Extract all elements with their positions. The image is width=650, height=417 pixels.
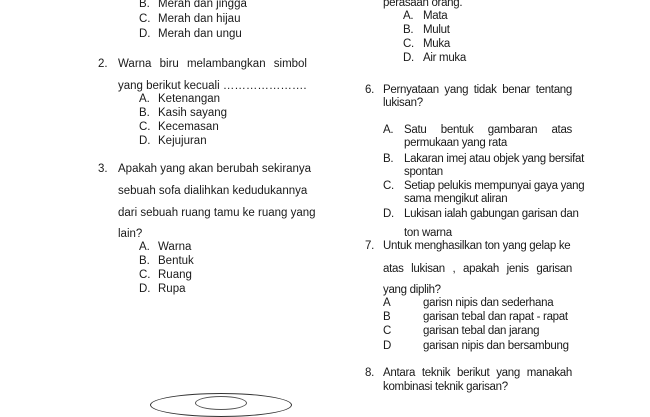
q1-option-d-text: Merah dan ungu <box>158 28 242 40</box>
q5-option-a-letter: A. <box>403 10 414 22</box>
q6-option-b-line1: Lakaran imej atau objek yang bersifat <box>404 153 585 165</box>
q3-stem-line3: dari sebuah ruang tamu ke ruang yang <box>118 207 316 219</box>
q3-stem-line2: sebuah sofa dialihkan kedudukannya <box>118 185 308 197</box>
q2-option-b-text: Kasih sayang <box>158 107 228 119</box>
q5-option-b-text: Mulut <box>423 24 450 36</box>
q1-option-c-letter: C. <box>139 13 151 25</box>
q5-option-c-letter: C. <box>403 38 414 50</box>
q2-option-c-letter: C. <box>139 121 151 133</box>
q7-number: 7. <box>365 240 374 252</box>
q6-option-b-letter: B. <box>383 153 394 165</box>
q6-option-d-line2: ton warna <box>404 227 452 239</box>
q6-stem-line2: lukisan? <box>383 97 423 109</box>
q2-option-d-letter: D. <box>139 135 151 147</box>
q6-option-a-letter: A. <box>383 124 394 136</box>
q2-stem-line1: Warna biru melambangkan simbol <box>118 58 307 70</box>
q6-option-b-line2: spontan <box>404 166 443 178</box>
q8-number: 8. <box>365 367 374 379</box>
q6-option-c-line2: sama mengikut aliran <box>404 193 508 205</box>
q2-option-a-letter: A. <box>139 93 150 105</box>
q7-option-a-letter: A <box>383 297 391 309</box>
ellipse-figure-inner <box>195 396 247 410</box>
q5-option-a-text: Mata <box>423 10 448 22</box>
q2-option-d-text: Kejujuran <box>158 135 207 147</box>
q3-option-b-letter: B. <box>139 255 150 267</box>
q5-stem-end: perasaan orang. <box>383 0 463 9</box>
q6-option-a-line2: permukaan yang rata <box>404 137 507 149</box>
q5-option-d-letter: D. <box>403 52 414 64</box>
q7-stem-line3: yang diplih? <box>383 284 441 296</box>
q8-stem-line1: Antara teknik berikut yang manakah <box>383 367 572 379</box>
q3-option-d-text: Rupa <box>158 283 186 295</box>
q7-option-b-text: garisan tebal dan rapat - rapat <box>423 311 568 323</box>
q1-option-c-text: Merah dan hijau <box>158 13 241 25</box>
q2-option-a-text: Ketenangan <box>158 93 221 105</box>
q1-option-b-text: Merah dan jingga <box>158 0 247 10</box>
q3-option-d-letter: D. <box>139 283 151 295</box>
q2-stem-line2: yang berikut kecuali …………………. <box>118 80 307 92</box>
q5-option-b-letter: B. <box>403 24 414 36</box>
q3-number: 3. <box>98 163 108 175</box>
q6-option-d-letter: D. <box>383 208 394 220</box>
q3-stem-line1: Apakah yang akan berubah sekiranya <box>118 163 312 175</box>
q7-option-a-text: garisn nipis dan sederhana <box>423 297 554 309</box>
q5-option-c-text: Muka <box>423 38 450 50</box>
q1-option-d-letter: D. <box>139 28 151 40</box>
q3-option-c-text: Ruang <box>158 269 192 281</box>
q5-option-d-text: Air muka <box>423 52 466 64</box>
q6-option-a-line1: Satu bentuk gambaran atas <box>404 124 572 136</box>
q2-number: 2. <box>98 58 108 70</box>
q3-option-a-text: Warna <box>158 241 192 253</box>
q3-option-c-letter: C. <box>139 269 151 281</box>
q6-stem-line1: Pernyataan yang tidak benar tentang <box>383 84 572 96</box>
q6-option-c-line1: Setiap pelukis mempunyai gaya yang <box>404 180 585 192</box>
q3-stem-line4: lain? <box>118 228 143 240</box>
q6-option-d-line1: Lukisan ialah gabungan garisan dan <box>404 208 579 220</box>
q7-option-c-letter: C <box>383 325 392 337</box>
q6-option-c-letter: C. <box>383 180 394 192</box>
q7-option-b-letter: B <box>383 311 391 323</box>
q3-option-b-text: Bentuk <box>158 255 194 267</box>
q3-option-a-letter: A. <box>139 241 150 253</box>
q8-stem-line2: kombinasi teknik garisan? <box>383 381 508 393</box>
q7-stem-line1: Untuk menghasilkan ton yang gelap ke <box>383 240 571 252</box>
q1-option-b-letter: B. <box>139 0 150 10</box>
q2-option-c-text: Kecemasan <box>158 121 219 133</box>
q6-number: 6. <box>365 84 374 96</box>
q7-option-d-text: garisan nipis dan bersambung <box>423 340 569 352</box>
q7-option-d-letter: D <box>383 340 392 352</box>
q7-option-c-text: garisan tebal dan jarang <box>423 325 540 337</box>
q2-option-b-letter: B. <box>139 107 150 119</box>
q7-stem-line2: atas lukisan , apakah jenis garisan <box>383 263 572 275</box>
